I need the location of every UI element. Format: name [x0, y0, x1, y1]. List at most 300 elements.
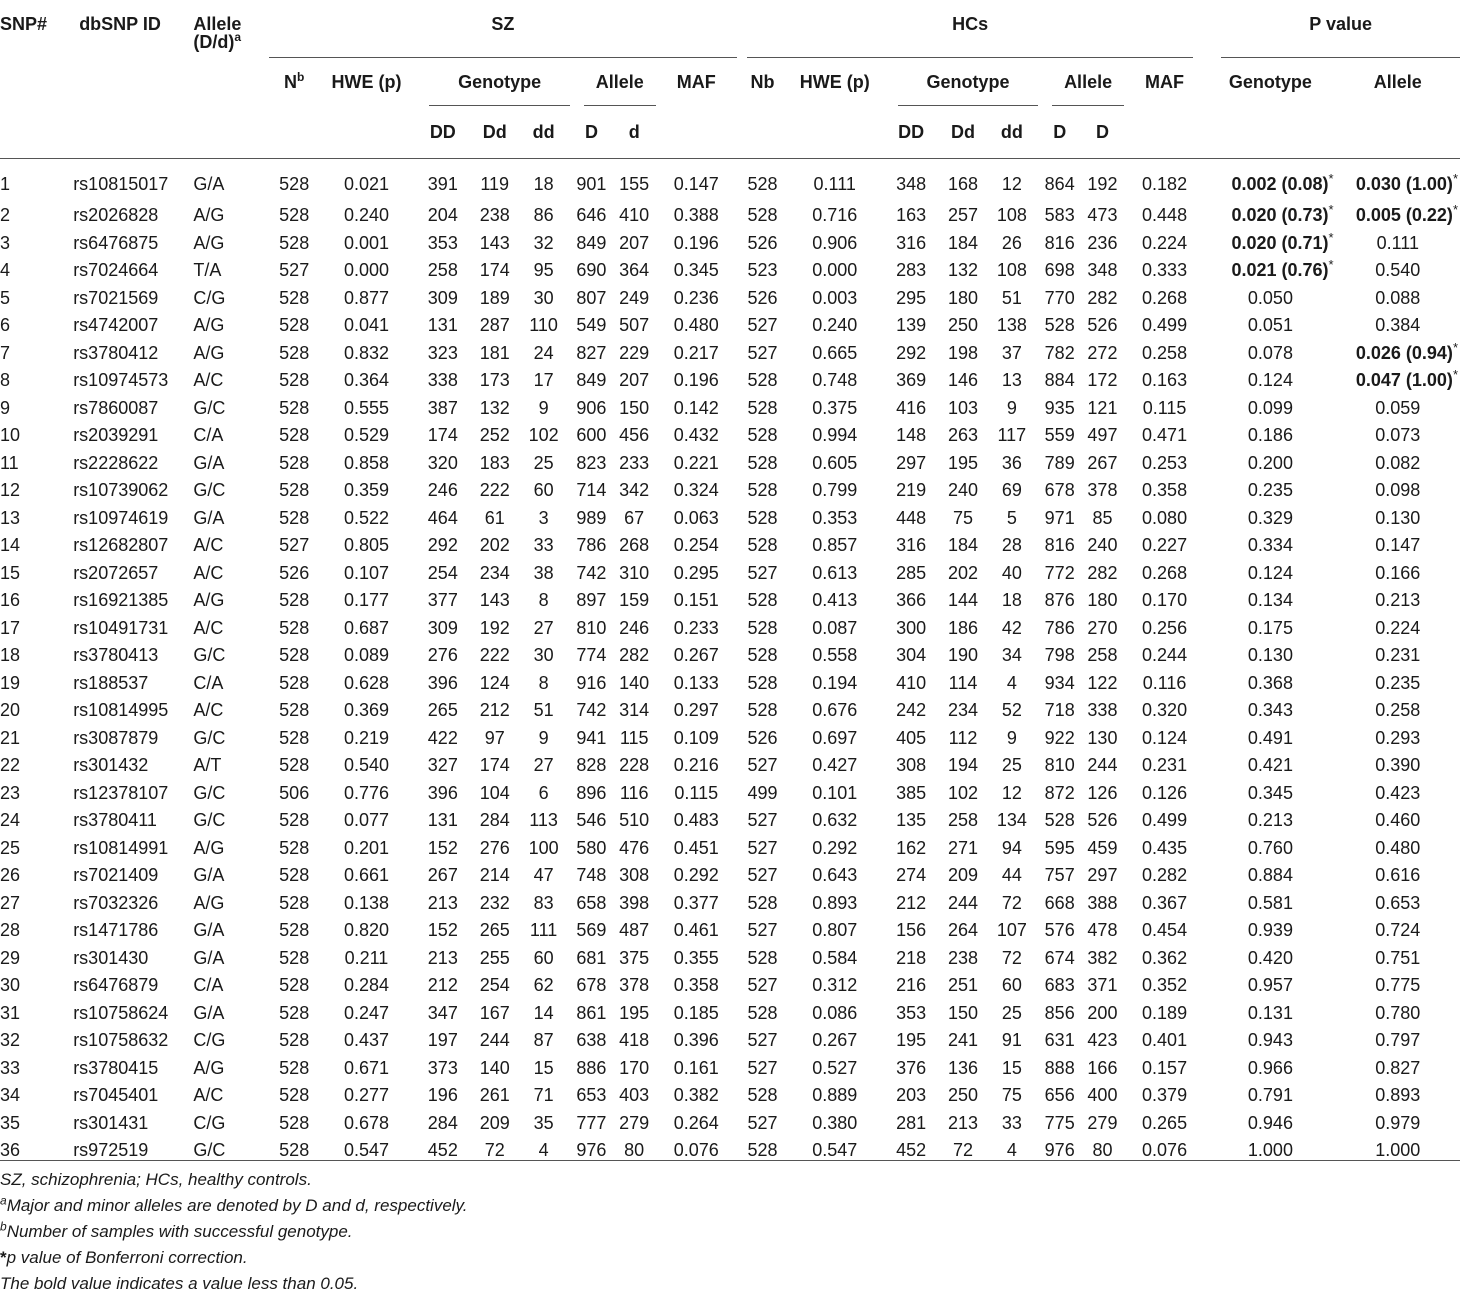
cell-value: 15: [1001, 1057, 1022, 1078]
cell-value: 83: [533, 892, 554, 913]
table-cell: [1081, 560, 1124, 588]
cell-value: 310: [619, 562, 650, 583]
header-allele-dd-line2: $(D/d)^a$: [193, 30, 242, 52]
table-cell: [1205, 450, 1335, 478]
table-cell: [1205, 202, 1335, 230]
table-row: [0, 917, 1460, 945]
table-cell: [985, 1055, 1038, 1083]
table-cell: [67, 890, 193, 918]
cell-value: 0.126: [1142, 782, 1188, 803]
table-cell: [1205, 890, 1335, 918]
table-cell: [413, 780, 472, 808]
table-cell: [737, 505, 788, 533]
cell-value: 528: [279, 590, 310, 611]
cell-value: rs3780413: [73, 645, 159, 666]
cell-value: 40: [1001, 562, 1022, 583]
table-cell: [613, 1027, 656, 1055]
table-cell: [737, 1082, 788, 1110]
cell-value: 0.358: [1142, 480, 1188, 501]
cell-value: 274: [896, 865, 927, 886]
cell-value: 382: [1087, 947, 1118, 968]
cell-value: 0.678: [343, 1112, 389, 1133]
cell-value: 25: [1001, 1002, 1022, 1023]
table-row: [0, 642, 1460, 670]
table-cell: [1124, 422, 1205, 450]
table-cell: [67, 807, 193, 835]
cell-value: 0.138: [343, 892, 389, 913]
table-cell: [67, 945, 193, 973]
table-cell: [413, 312, 472, 340]
cell-value: 22: [0, 755, 21, 776]
table-cell: [985, 697, 1038, 725]
table-cell: [193, 477, 268, 505]
cell-value: 0.491: [1247, 727, 1293, 748]
cell-value: 0.358: [673, 975, 719, 996]
cell-value: 0.268: [1142, 562, 1188, 583]
table-cell: [941, 945, 986, 973]
cell-value: 0.884: [1247, 865, 1293, 886]
table-cell: [613, 202, 656, 230]
table-cell: [570, 890, 613, 918]
cell-value: 473: [1087, 205, 1118, 226]
cell-value: 546: [576, 810, 607, 831]
table-cell: [985, 1110, 1038, 1138]
cell-value: 240: [1087, 535, 1118, 556]
table-cell: [1205, 587, 1335, 615]
table-cell: [1038, 340, 1081, 368]
table-row: [0, 752, 1460, 780]
table-cell: [613, 230, 656, 258]
table-cell: [985, 257, 1038, 285]
cell-value: 192: [1087, 173, 1118, 194]
cell-value: 130: [1087, 727, 1118, 748]
cell-value: 166: [1087, 1057, 1118, 1078]
header-hwe-hc: HWE (p): [799, 72, 870, 92]
cell-value: 80: [1092, 1140, 1113, 1161]
cell-value: 180: [1087, 590, 1118, 611]
header-hc-D1: D: [1038, 108, 1081, 158]
table-cell: [193, 158, 268, 202]
table-cell: [737, 367, 788, 395]
table-row: [0, 312, 1460, 340]
table-cell: [570, 807, 613, 835]
cell-value: 678: [576, 975, 607, 996]
cell-value: 528: [279, 480, 310, 501]
table-cell: [472, 477, 517, 505]
cell-value: 30: [0, 975, 21, 996]
cell-value: 810: [576, 617, 607, 638]
table-cell: [941, 257, 986, 285]
table-cell: [656, 1055, 737, 1083]
cell-value: 0.581: [1247, 892, 1293, 913]
cell-value: 0.413: [812, 590, 858, 611]
cell-value: 283: [896, 260, 927, 281]
table-cell: [788, 945, 882, 973]
table-cell: [788, 158, 882, 202]
cell-value: 86: [533, 205, 554, 226]
cell-value: 0.231: [1375, 645, 1421, 666]
cell-value: 0.111: [1376, 232, 1419, 253]
table-cell: [193, 505, 268, 533]
table-cell: [570, 642, 613, 670]
cell-value: 377: [427, 590, 458, 611]
table-cell: [1336, 697, 1460, 725]
table-cell: [788, 670, 882, 698]
table-cell: [656, 890, 737, 918]
cell-value: 213: [427, 892, 458, 913]
cell-value: 0.697: [812, 727, 858, 748]
cell-value: 184: [947, 232, 979, 253]
table-cell: [882, 532, 941, 560]
cell-value: 849: [576, 370, 607, 391]
table-cell: [985, 312, 1038, 340]
cell-value: 219: [896, 480, 927, 501]
table-cell: [269, 1110, 320, 1138]
table-cell: [737, 972, 788, 1000]
cell-value: G/A: [193, 947, 225, 968]
cell-value: 549: [576, 315, 607, 336]
table-cell: [67, 477, 193, 505]
table-cell: [472, 1110, 517, 1138]
table-cell: [613, 505, 656, 533]
cell-value: 8: [0, 370, 11, 391]
header-genotype-hc: Genotype: [882, 58, 1039, 108]
cell-value: G/A: [193, 507, 225, 528]
cell-value: 0.345: [1247, 782, 1293, 803]
cell-value: 528: [747, 397, 778, 418]
cell-value: 0.540: [343, 755, 389, 776]
table-cell: [941, 367, 986, 395]
cell-value: 60: [533, 947, 554, 968]
table-cell: [1205, 862, 1335, 890]
table-row: [0, 862, 1460, 890]
cell-value: 192: [479, 617, 510, 638]
table-cell: [269, 890, 320, 918]
table-cell: [570, 477, 613, 505]
table-cell: [472, 422, 517, 450]
cell-value: 200: [1087, 1002, 1118, 1023]
table-cell: [193, 835, 268, 863]
table-cell: [1336, 587, 1460, 615]
cell-value: 0.124: [1247, 562, 1293, 583]
table-cell: [941, 505, 986, 533]
cell-value: 0.343: [1247, 700, 1293, 721]
table-cell: [656, 257, 737, 285]
table-cell: [193, 697, 268, 725]
cell-value: 0.432: [673, 425, 719, 446]
cell-value: 218: [896, 947, 927, 968]
table-cell: [1081, 422, 1124, 450]
table-cell: [1038, 1110, 1081, 1138]
cell-value: 0.460: [1375, 810, 1421, 831]
table-cell: [320, 1027, 414, 1055]
table-cell: [269, 642, 320, 670]
cell-value: 0.555: [343, 397, 389, 418]
cell-value: 316: [896, 232, 927, 253]
table-row: [0, 1110, 1460, 1138]
table-cell: [1081, 725, 1124, 753]
cell-value: 258: [1087, 645, 1118, 666]
cell-value: 528: [279, 397, 310, 418]
table-cell: [269, 752, 320, 780]
cell-value: 0.231: [1142, 755, 1188, 776]
cell-value: 212: [427, 975, 458, 996]
table-row: [0, 422, 1460, 450]
header-sz-D: D: [570, 108, 613, 158]
cell-value: 369: [896, 370, 927, 391]
cell-value: 823: [576, 452, 607, 473]
table-cell: [67, 862, 193, 890]
table-cell: [613, 340, 656, 368]
cell-value: 0.166: [1375, 562, 1421, 583]
table-cell: [193, 615, 268, 643]
table-cell: [613, 560, 656, 588]
cell-value: 108: [996, 260, 1027, 281]
table-cell: [737, 285, 788, 313]
cell-value: 267: [427, 865, 458, 886]
table-cell: [1038, 862, 1081, 890]
table-cell: [413, 285, 472, 313]
table-cell: [269, 1027, 320, 1055]
table-cell: [269, 422, 320, 450]
table-cell: [788, 807, 882, 835]
cell-value: 774: [576, 645, 607, 666]
cell-value: 600: [576, 425, 607, 446]
cell-value: 152: [427, 837, 458, 858]
table-cell: [882, 807, 941, 835]
table-cell: [67, 1000, 193, 1028]
table-cell: [882, 862, 941, 890]
table-cell: [985, 477, 1038, 505]
table-cell: [472, 697, 517, 725]
cell-value: 42: [1001, 617, 1022, 638]
cell-value: 0.073: [1375, 425, 1421, 446]
cell-value: 15: [0, 562, 21, 583]
cell-value: 12: [1001, 782, 1022, 803]
cell-value: 527: [747, 755, 778, 776]
table-cell: [413, 395, 472, 423]
cell-value: 0.224: [1142, 232, 1188, 253]
cell-value: 410: [619, 205, 650, 226]
cell-value: 279: [1087, 1112, 1118, 1133]
cell-value: 528: [279, 1002, 310, 1023]
cell-value: 155: [619, 173, 650, 194]
table-cell: [737, 395, 788, 423]
cell-value: 174: [427, 425, 458, 446]
table-cell: [613, 670, 656, 698]
table-cell: [737, 1000, 788, 1028]
table-cell: [517, 340, 570, 368]
cell-value: 0.098: [1375, 480, 1421, 501]
cell-value: 342: [619, 480, 650, 501]
cell-value: 292: [427, 535, 458, 556]
cell-value: 353: [427, 232, 458, 253]
table-cell: [882, 670, 941, 698]
cell-value: 116: [619, 782, 649, 803]
cell-value: 27: [533, 755, 554, 776]
cell-value: 757: [1044, 865, 1075, 886]
table-cell: [1081, 587, 1124, 615]
cell-value: 0.277: [343, 1085, 389, 1106]
cell-value: 0.352: [1142, 975, 1188, 996]
table-cell: [882, 780, 941, 808]
table-cell: [656, 752, 737, 780]
cell-value: 0.377: [673, 892, 719, 913]
table-cell: [1124, 1055, 1205, 1083]
cell-value: 5: [0, 287, 11, 308]
table-cell: [1336, 340, 1460, 368]
table-cell: [472, 890, 517, 918]
cell-value: 209: [479, 1112, 510, 1133]
cell-value: 156: [896, 920, 927, 941]
cell-value: 236: [1087, 232, 1118, 253]
table-cell: [0, 1000, 67, 1028]
table-cell: [656, 725, 737, 753]
table-cell: [193, 340, 268, 368]
table-cell: [0, 285, 67, 313]
table-cell: [1124, 477, 1205, 505]
table-cell: [1336, 670, 1460, 698]
cell-value: 742: [576, 562, 607, 583]
cell-value: 0.196: [673, 232, 719, 253]
cell-value: 405: [896, 727, 927, 748]
cell-value: 487: [619, 920, 650, 941]
table-cell: [0, 670, 67, 698]
table-cell: [1081, 285, 1124, 313]
table-cell: [882, 890, 941, 918]
cell-value: 0.293: [1375, 727, 1421, 748]
cell-value: 0.240: [343, 205, 389, 226]
table-cell: [613, 587, 656, 615]
cell-value: 526: [747, 287, 778, 308]
table-cell: [570, 725, 613, 753]
cell-value: 0.751: [1375, 947, 1421, 968]
cell-value: 9: [538, 397, 549, 418]
cell-value: A/G: [193, 1057, 225, 1078]
table-cell: [320, 1110, 414, 1138]
cell-value: 36: [1001, 452, 1022, 473]
bonferroni-star: *: [1452, 339, 1458, 355]
cell-value: 173: [479, 370, 510, 391]
table-cell: [269, 395, 320, 423]
cell-value: 0.076: [1142, 1140, 1188, 1161]
cell-value: 388: [1087, 892, 1118, 913]
table-cell: [941, 477, 986, 505]
bonferroni-star: *: [1328, 202, 1334, 218]
table-cell: [193, 450, 268, 478]
cell-value: 510: [619, 810, 650, 831]
table-cell: [882, 257, 941, 285]
table-cell: [656, 1027, 737, 1055]
cell-value: 375: [619, 947, 650, 968]
cell-value: 314: [619, 700, 650, 721]
cell-value: 0.471: [1142, 425, 1188, 446]
table-cell: [193, 752, 268, 780]
cell-value: 241: [947, 1030, 979, 1051]
table-cell: [941, 972, 986, 1000]
cell-value: 528: [747, 892, 778, 913]
table-cell: [472, 780, 517, 808]
table-cell: [413, 230, 472, 258]
table-cell: [1124, 312, 1205, 340]
cell-value: 528: [279, 173, 310, 194]
cell-value: 238: [479, 205, 510, 226]
table-cell: [570, 395, 613, 423]
table-cell: [882, 340, 941, 368]
table-cell: [613, 862, 656, 890]
table-cell: [570, 917, 613, 945]
table-cell: [656, 202, 737, 230]
table-cell: [193, 642, 268, 670]
table-cell: [788, 422, 882, 450]
cell-value: 2: [0, 205, 11, 226]
header-pvalue-group: P value: [1205, 0, 1460, 58]
table-cell: [1124, 642, 1205, 670]
table-cell: [1081, 890, 1124, 918]
table-cell: [941, 202, 986, 230]
table-cell: [1081, 532, 1124, 560]
table-cell: [656, 642, 737, 670]
table-cell: [0, 972, 67, 1000]
bonferroni-star: *: [1452, 202, 1458, 218]
cell-value: 0.480: [673, 315, 719, 336]
table-cell: [1038, 477, 1081, 505]
cell-value: 33: [533, 535, 554, 556]
cell-value: 0.292: [812, 837, 858, 858]
table-cell: [737, 257, 788, 285]
header-hcs-group: HCs: [737, 0, 1205, 58]
table-cell: [517, 202, 570, 230]
table-cell: [656, 285, 737, 313]
table-row: [0, 972, 1460, 1000]
cell-value: 204: [427, 205, 458, 226]
cell-value: 0.130: [1247, 645, 1293, 666]
cell-value: 714: [576, 480, 607, 501]
cell-value: 0.267: [673, 645, 719, 666]
cell-value: 0.716: [812, 205, 858, 226]
cell-value: 34: [1001, 645, 1022, 666]
table-cell: [1336, 257, 1460, 285]
table-cell: [737, 945, 788, 973]
cell-value: rs10974573: [73, 370, 169, 391]
table-cell: [737, 835, 788, 863]
table-cell: [193, 367, 268, 395]
table-cell: [1081, 780, 1124, 808]
table-cell: [941, 1027, 986, 1055]
table-cell: [0, 697, 67, 725]
cell-value: 195: [619, 1002, 650, 1023]
cell-value: rs7045401: [73, 1085, 159, 1106]
cell-value: 403: [619, 1085, 650, 1106]
table-cell: [320, 202, 414, 230]
table-cell: [882, 312, 941, 340]
cell-value: 24: [533, 342, 554, 363]
table-cell: [613, 697, 656, 725]
cell-value: 67: [624, 507, 645, 528]
table-cell: [1124, 890, 1205, 918]
cell-value: 97: [484, 727, 505, 748]
cell-value: 528: [279, 1085, 310, 1106]
table-cell: [985, 587, 1038, 615]
table-cell: [517, 450, 570, 478]
table-cell: [656, 532, 737, 560]
cell-value: 0.805: [343, 535, 389, 556]
table-cell: [882, 422, 941, 450]
table-cell: [1038, 422, 1081, 450]
cell-value: 0.124: [1142, 727, 1188, 748]
cell-value: 186: [947, 617, 979, 638]
cell-value: 184: [947, 535, 979, 556]
